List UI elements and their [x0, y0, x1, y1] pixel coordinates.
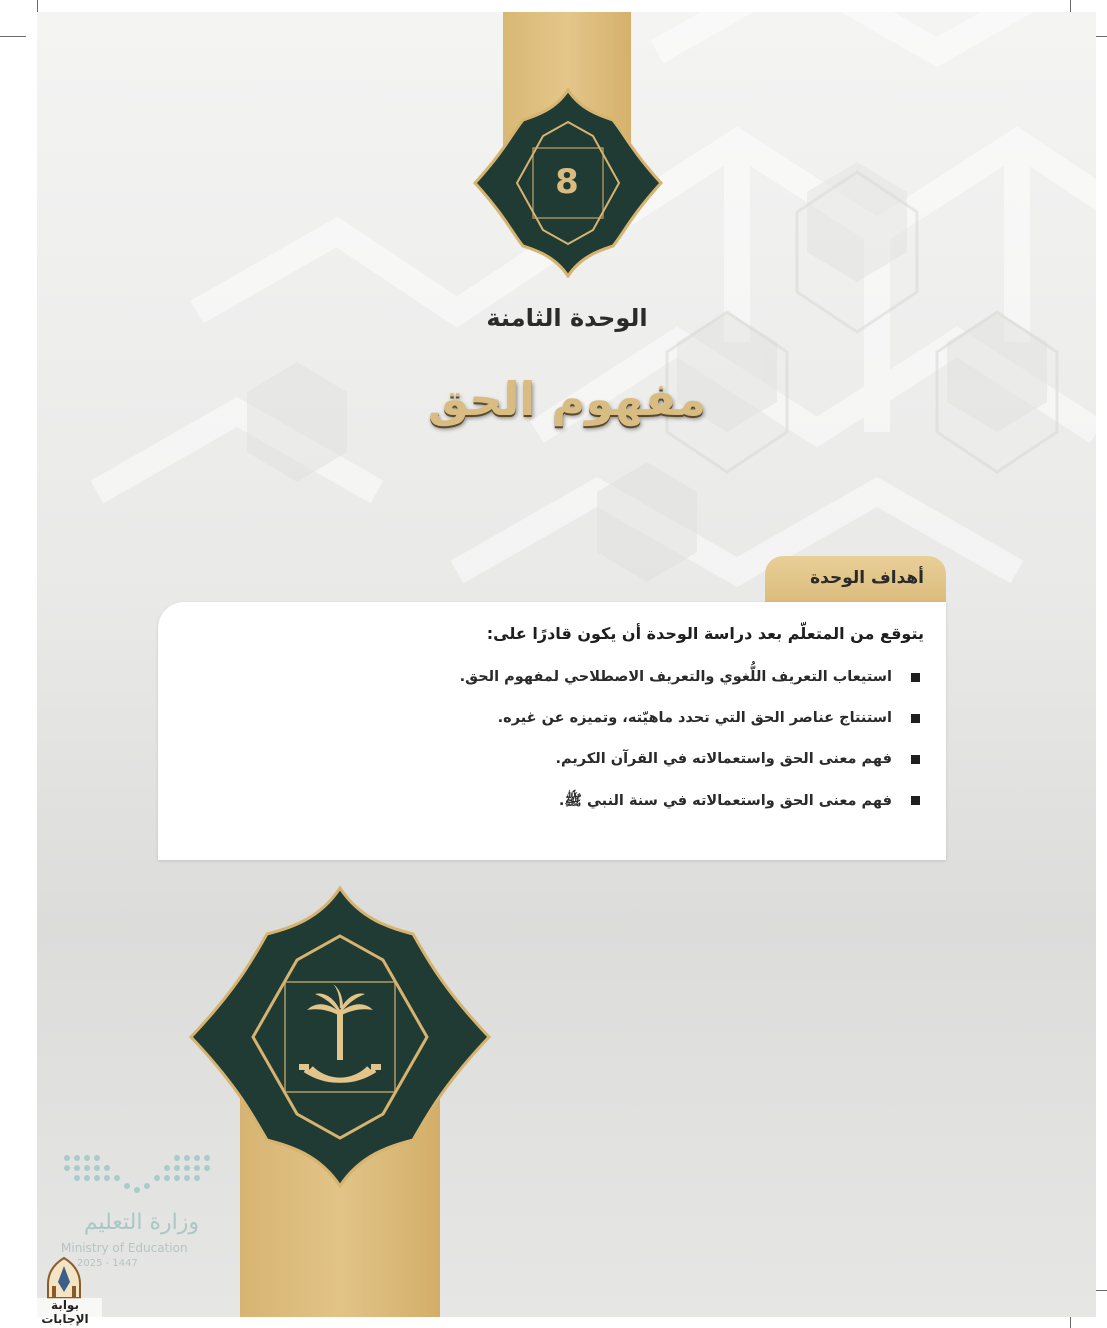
goals-intro: يتوقع من المتعلّم بعد دراسة الوحدة أن يكون قادرًا على: [486, 624, 924, 643]
square-bullet-icon [911, 796, 920, 805]
goal-item [180, 710, 924, 726]
goal-item [180, 669, 924, 685]
goals-list [180, 669, 924, 813]
goal-text: استيعاب التعريف اللُّغوي والتعريف الاصطلاحي لمفهوم الحق. [459, 669, 892, 685]
cover-page [37, 12, 1096, 1317]
goals-box [158, 602, 946, 860]
mosque-pen-watermark-icon [44, 1256, 84, 1300]
watermark-text: بوابة الإجابات [28, 1298, 102, 1326]
emblem-badge [187, 884, 493, 1190]
square-bullet-icon [911, 714, 920, 723]
goal-item [180, 792, 924, 813]
goal-item [180, 751, 924, 767]
crop-mark [0, 36, 26, 37]
unit-number: 8 [555, 162, 579, 202]
goal-text: فهم معنى الحق واستعمالاته في سنة النبي ﷺ. [558, 793, 892, 809]
unit-label: الوحدة الثامنة [486, 304, 648, 332]
unit-title: مفهوم الحق [427, 372, 707, 426]
square-bullet-icon [911, 755, 920, 764]
square-bullet-icon [911, 673, 920, 682]
ministry-name-arabic: وزارة التعليم [83, 1210, 199, 1235]
ministry-name-english: Ministry of Education [61, 1241, 188, 1255]
goal-text: فهم معنى الحق واستعمالاته في القرآن الكريم. [555, 751, 892, 767]
goals-heading-tab: أهداف الوحدة [765, 556, 946, 602]
ministry-year: 2025 - 1447 [77, 1258, 138, 1269]
goal-text: استنتاج عناصر الحق التي تحدد ماهيّته، وتميزه عن غيره. [497, 710, 892, 726]
